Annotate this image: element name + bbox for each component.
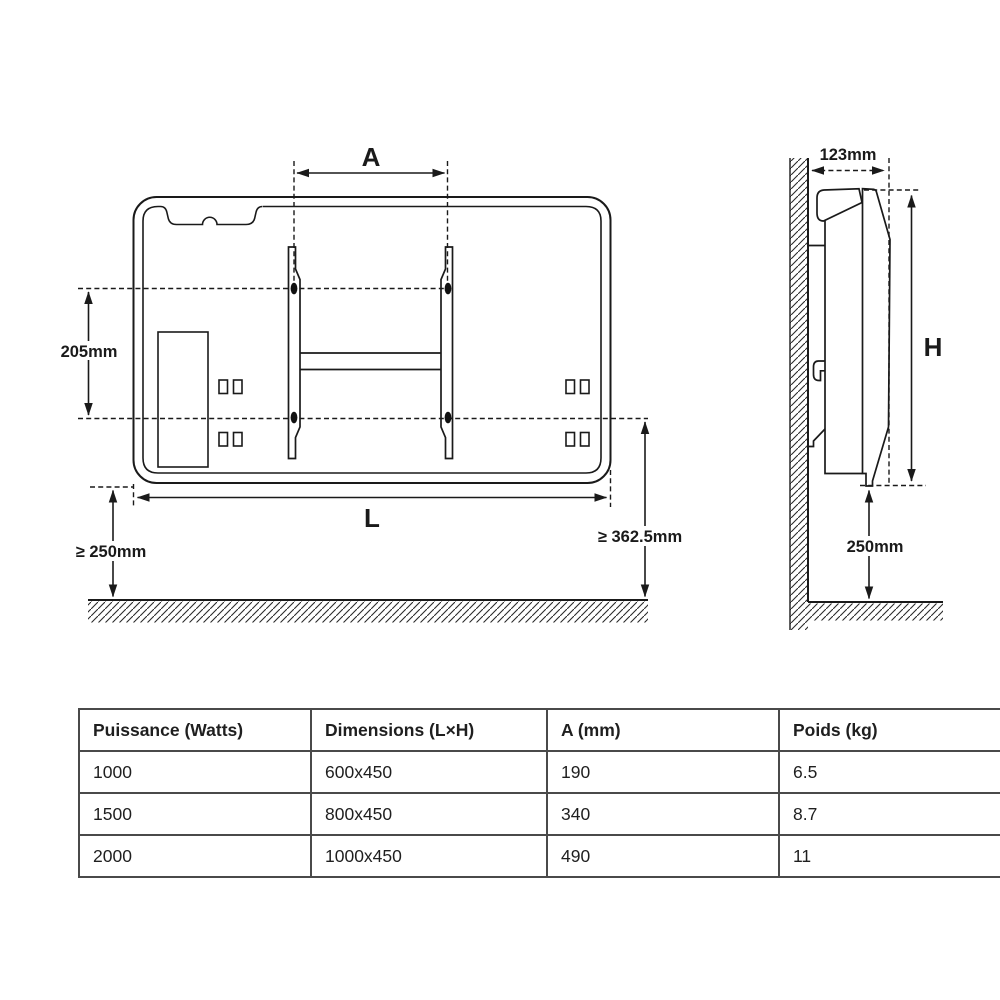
mounting-bracket-right-bar bbox=[441, 247, 453, 459]
vent-slot bbox=[234, 380, 243, 394]
heater-front-panel-profile bbox=[863, 189, 891, 486]
mounting-hole-bottom-left bbox=[291, 412, 298, 424]
wall-hatch bbox=[790, 158, 808, 630]
dim-a-label: A bbox=[361, 142, 381, 172]
wall-bracket-bottom bbox=[808, 429, 825, 447]
front-view bbox=[59, 142, 690, 623]
table-row bbox=[79, 751, 1000, 793]
cell-dimensions: 1000x450 bbox=[311, 835, 547, 877]
dim-250-front-label: ≥ 250mm bbox=[75, 543, 147, 561]
mounting-hole-top-left bbox=[291, 283, 298, 295]
vent-slot bbox=[234, 433, 243, 447]
wall-hook bbox=[814, 361, 826, 381]
dim-205-label: 205mm bbox=[60, 343, 118, 361]
cell-dimensions: 600x450 bbox=[311, 751, 547, 793]
mounting-bracket bbox=[289, 247, 453, 459]
mounting-hole-bottom-right bbox=[445, 412, 452, 424]
vent-slot bbox=[219, 433, 228, 447]
vent-slot bbox=[219, 380, 228, 394]
vent-slot bbox=[566, 433, 575, 447]
mounting-hole-top-right bbox=[445, 283, 452, 295]
cell-a-mm: 190 bbox=[547, 751, 779, 793]
dim-250-side-label: 250mm bbox=[846, 538, 904, 556]
control-box bbox=[158, 332, 208, 467]
vent-slots bbox=[219, 380, 589, 446]
header-puissance: Puissance (Watts) bbox=[79, 709, 311, 751]
heater-side-profile bbox=[808, 189, 890, 486]
header-poids: Poids (kg) bbox=[779, 709, 1000, 751]
heater-back-body-profile bbox=[825, 221, 863, 474]
dim-l-label: L bbox=[364, 503, 380, 533]
cell-poids: 6.5 bbox=[779, 751, 1000, 793]
cell-poids: 8.7 bbox=[779, 793, 1000, 835]
header-a-mm: A (mm) bbox=[547, 709, 779, 751]
vent-slot bbox=[581, 380, 590, 394]
dim-h-label: H bbox=[923, 332, 943, 362]
side-view bbox=[790, 146, 943, 630]
vent-slot bbox=[581, 433, 590, 447]
dim-362-label: ≥ 362.5mm bbox=[597, 528, 683, 546]
ground-hatch-front bbox=[88, 602, 648, 623]
cell-puissance: 1000 bbox=[79, 751, 311, 793]
cell-a-mm: 490 bbox=[547, 835, 779, 877]
panel-outer-outline bbox=[134, 197, 611, 483]
table-row bbox=[79, 835, 1000, 877]
specs-table bbox=[78, 708, 1000, 878]
reference-lines-side bbox=[860, 158, 926, 486]
cell-puissance: 2000 bbox=[79, 835, 311, 877]
reference-lines bbox=[78, 161, 648, 507]
table-row bbox=[79, 793, 1000, 835]
floor-hatch-side bbox=[808, 604, 943, 621]
heater-top-cap-profile bbox=[817, 189, 862, 221]
header-dimensions: Dimensions (L×H) bbox=[311, 709, 547, 751]
specs-table-header-row bbox=[79, 709, 1000, 751]
cell-a-mm: 340 bbox=[547, 793, 779, 835]
panel-inner-outline bbox=[143, 207, 601, 474]
cell-puissance: 1500 bbox=[79, 793, 311, 835]
cell-dimensions: 800x450 bbox=[311, 793, 547, 835]
cell-poids: 11 bbox=[779, 835, 1000, 877]
vent-slot bbox=[566, 380, 575, 394]
dim-123-label: 123mm bbox=[819, 146, 877, 164]
